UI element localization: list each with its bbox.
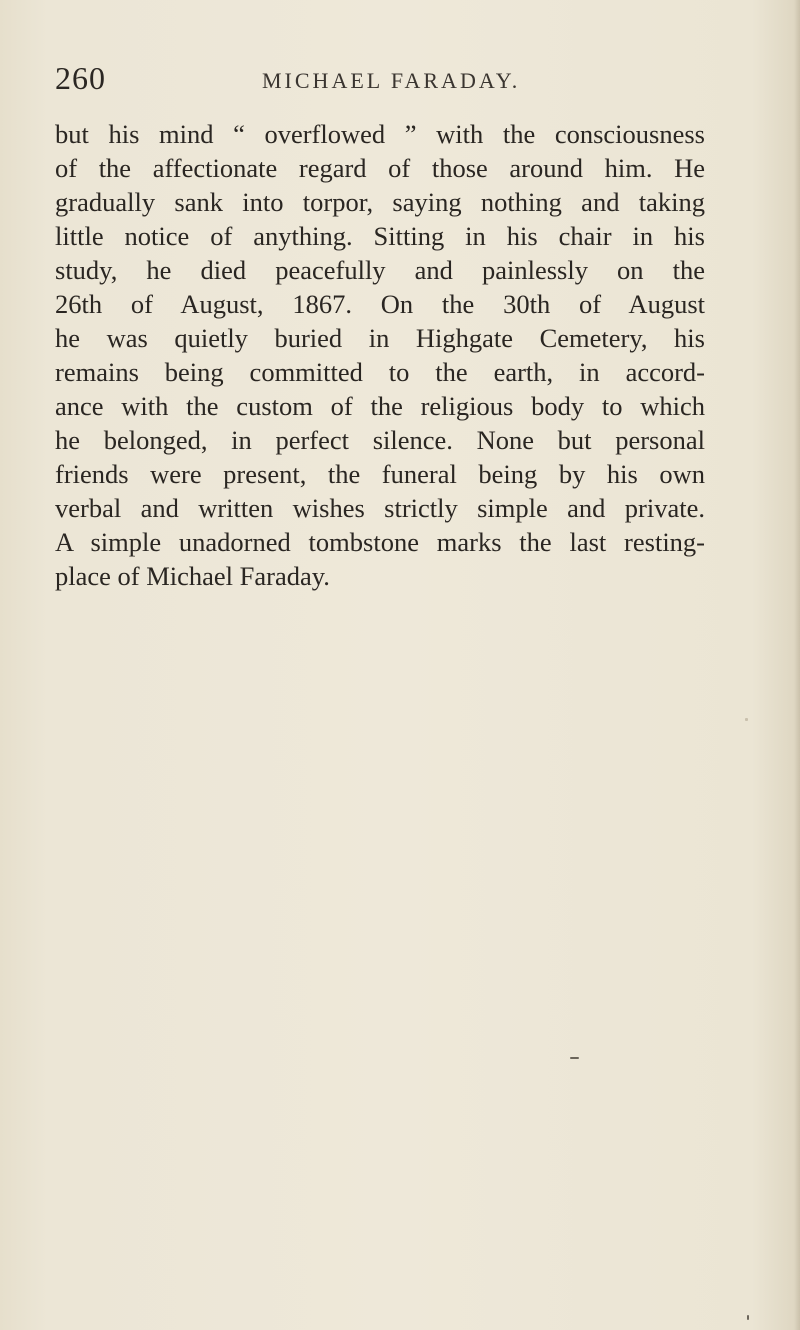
text-line: place of Michael Faraday.	[55, 561, 330, 591]
text-line: study, he died peacefully and painlessly on the	[55, 255, 705, 285]
text-line: remains being committed to the earth, in accord-	[55, 357, 705, 387]
body-paragraph	[55, 117, 705, 593]
text-line: he was quietly buried in Highgate Cemetery, his	[55, 323, 705, 353]
text-line: but his mind “ overflowed ” with the consciousness	[55, 119, 705, 149]
text-line: gradually sank into torpor, saying nothing and taking	[55, 187, 705, 217]
paper-speck	[745, 718, 748, 721]
text-line: he belonged, in perfect silence. None but personal	[55, 425, 705, 455]
text-line: of the affectionate regard of those around him. He	[55, 153, 705, 183]
text-line: verbal and written wishes strictly simple and private.	[55, 493, 705, 523]
paper-speck	[747, 1315, 749, 1320]
text-line: A simple unadorned tombstone marks the last resting-	[55, 527, 705, 557]
page-edge-shadow	[794, 0, 800, 1330]
running-head: MICHAEL FARADAY.	[262, 68, 521, 93]
page-number: 260	[55, 60, 106, 96]
text-line: ance with the custom of the religious body to which	[55, 391, 705, 421]
text-line: little notice of anything. Sitting in his chair in his	[55, 221, 705, 251]
text-line: 26th of August, 1867. On the 30th of August	[55, 289, 705, 319]
text-line: friends were present, the funeral being by his own	[55, 459, 705, 489]
printer-mark	[570, 1057, 579, 1059]
page-header	[55, 60, 755, 100]
